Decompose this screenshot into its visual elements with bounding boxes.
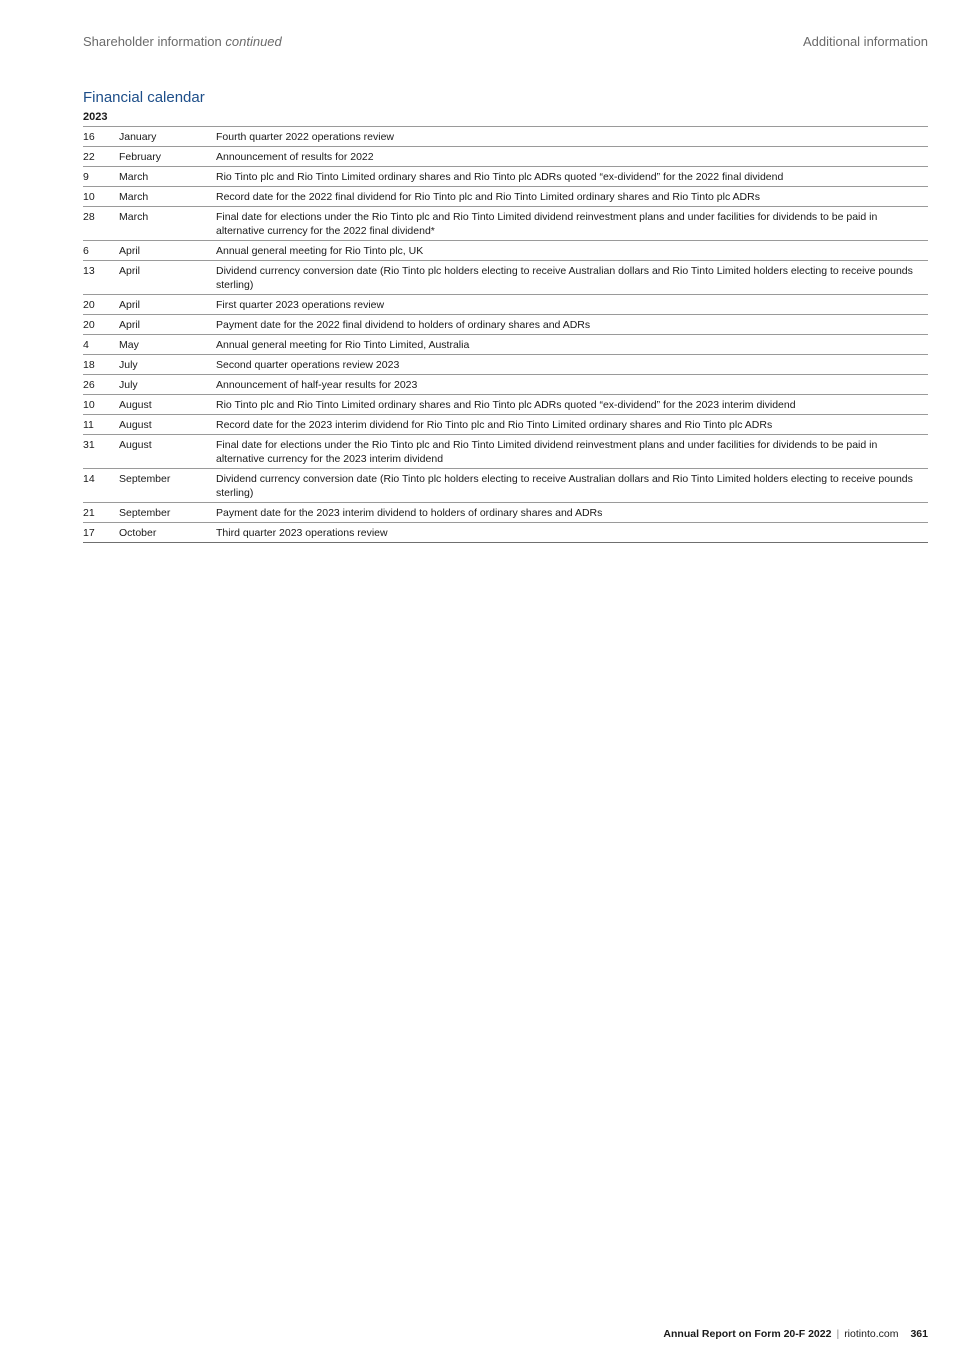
calendar-row (83, 261, 928, 295)
calendar-row (83, 375, 928, 395)
event-day: 31 (83, 439, 95, 451)
event-month: September (119, 473, 171, 485)
calendar-body (83, 127, 928, 543)
event-description: Annual general meeting for Rio Tinto Limited, Australia (216, 339, 470, 351)
event-month: August (119, 399, 152, 411)
page-header (83, 34, 928, 50)
event-description: Second quarter operations review 2023 (216, 359, 400, 371)
event-day: 26 (83, 379, 95, 391)
event-month: March (119, 171, 149, 183)
calendar-row (83, 415, 928, 435)
event-month: July (119, 359, 138, 371)
event-description: Final date for elections under the Rio Tinto plc and Rio Tinto Limited dividend reinvestment plans and under facilities for dividends to be paid in alternative currency for the 2022 final dividend* (216, 211, 878, 237)
header-continued-text: continued (225, 34, 282, 49)
event-month: October (119, 527, 157, 539)
event-day: 16 (83, 131, 95, 143)
event-description: Final date for elections under the Rio Tinto plc and Rio Tinto Limited dividend reinvestment plans and under facilities for dividends to be paid in alternative currency for the 2023 interim dividend (216, 439, 878, 465)
event-description: Fourth quarter 2022 operations review (216, 131, 395, 143)
event-day: 14 (83, 473, 95, 485)
event-day: 10 (83, 191, 95, 203)
event-day: 9 (83, 171, 89, 183)
event-month: March (119, 211, 149, 223)
event-description: Dividend currency conversion date (Rio Tinto plc holders electing to receive Australian dollars and Rio Tinto Limited holders electing to receive pounds sterling) (216, 473, 913, 499)
calendar-row (83, 503, 928, 523)
event-month: April (119, 299, 141, 311)
calendar-row (83, 207, 928, 241)
event-month: September (119, 507, 171, 519)
calendar-row (83, 435, 928, 469)
calendar-row (83, 335, 928, 355)
header-section-text: Shareholder information (83, 34, 222, 49)
event-month: April (119, 265, 141, 277)
event-day: 18 (83, 359, 95, 371)
event-description: Record date for the 2023 interim dividend for Rio Tinto plc and Rio Tinto Limited ordinary shares and Rio Tinto plc ADRs (216, 419, 773, 431)
event-description: Third quarter 2023 operations review (216, 527, 388, 539)
event-description: Rio Tinto plc and Rio Tinto Limited ordinary shares and Rio Tinto plc ADRs quoted “ex-dividend” for the 2023 interim dividend (216, 399, 796, 411)
header-chapter-label: Additional information (802, 34, 928, 49)
event-description: Announcement of results for 2022 (216, 151, 374, 163)
event-description: Annual general meeting for Rio Tinto plc, UK (216, 245, 424, 257)
event-month: August (119, 439, 152, 451)
event-month: January (119, 131, 157, 143)
footer-separator: | (836, 1328, 840, 1340)
event-day: 6 (83, 245, 89, 257)
event-day: 13 (83, 265, 95, 277)
financial-calendar-table (83, 126, 928, 543)
event-description: Payment date for the 2023 interim dividend to holders of ordinary shares and ADRs (216, 507, 603, 519)
calendar-row (83, 295, 928, 315)
event-day: 4 (83, 339, 89, 351)
event-day: 22 (83, 151, 95, 163)
event-description: Dividend currency conversion date (Rio Tinto plc holders electing to receive Australian dollars and Rio Tinto Limited holders electing to receive pounds sterling) (216, 265, 913, 291)
event-month: April (119, 245, 141, 257)
event-description: First quarter 2023 operations review (216, 299, 385, 311)
year-heading: 2023 (83, 111, 108, 123)
event-day: 28 (83, 211, 95, 223)
section-title: Financial calendar (83, 89, 205, 106)
calendar-row (83, 355, 928, 375)
header-section-label (83, 34, 282, 49)
calendar-row (83, 523, 928, 543)
event-day: 17 (83, 527, 95, 539)
page-footer (663, 1328, 928, 1340)
event-month: February (119, 151, 162, 163)
event-day: 20 (83, 319, 95, 331)
calendar-row (83, 469, 928, 503)
calendar-row (83, 187, 928, 207)
event-month: August (119, 419, 152, 431)
event-day: 11 (83, 419, 94, 431)
event-description: Record date for the 2022 final dividend for Rio Tinto plc and Rio Tinto Limited ordinary shares and Rio Tinto plc ADRs (216, 191, 760, 203)
event-day: 10 (83, 399, 95, 411)
event-month: April (119, 319, 141, 331)
event-month: March (119, 191, 149, 203)
calendar-row (83, 167, 928, 187)
calendar-row (83, 147, 928, 167)
calendar-row (83, 315, 928, 335)
calendar-row (83, 241, 928, 261)
calendar-row (83, 395, 928, 415)
calendar-row (83, 127, 928, 147)
footer-website: riotinto.com (844, 1328, 899, 1340)
event-day: 20 (83, 299, 95, 311)
event-description: Rio Tinto plc and Rio Tinto Limited ordinary shares and Rio Tinto plc ADRs quoted “ex-dividend” for the 2022 final dividend (216, 171, 784, 183)
footer-report-title: Annual Report on Form 20-F 2022 (663, 1328, 832, 1340)
event-description: Payment date for the 2022 final dividend to holders of ordinary shares and ADRs (216, 319, 591, 331)
event-description: Announcement of half-year results for 2023 (216, 379, 418, 391)
page-number: 361 (910, 1328, 928, 1340)
event-month: May (119, 339, 139, 351)
event-month: July (119, 379, 138, 391)
event-day: 21 (83, 507, 95, 519)
